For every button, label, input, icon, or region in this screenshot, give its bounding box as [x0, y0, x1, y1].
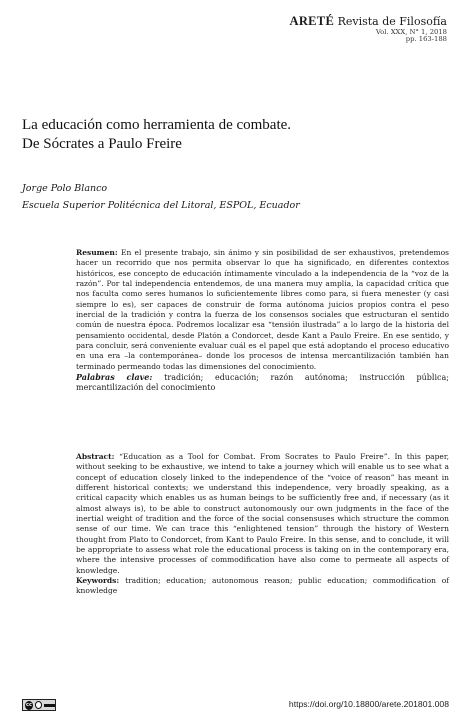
article-title: [22, 116, 422, 154]
abstract-es-body: Resumen: En el presente trabajo, sin ánimo y sin posibilidad de ser exhaustivos, pretendemos hacer un recorrido que nos permita observar lo que ha significado, en diferentes contextos históricos, ese concepto de educación íntimamente vinculado a la independencia de la “voz de la razón”. Por tal independencia entendemos, de una manera muy amplia, la capacidad crítica que nos faculta como seres humanos lo suficientemente libres como para, si fuera menester (y casi siempre lo es), ser capaces de construir de forma autónoma juicios propios contra el peso inercial de la tradición y contra la fuerza de los consensos sociales que estructuran el sentido común de nuestra época. Podremos localizar esa “tensión ilustrada” a lo largo de la historia del pensamiento occidental, desde Platón a Condorcet, desde Kant a Paulo Freire. En ese sentido, y para concluir, será conveniente evaluar cuál es el papel que está adoptando el proceso educativo en una era –la contemporánea– donde los procesos de intensa mercantilización también han terminado permeando todas las dimensiones del conocimiento.: [76, 248, 449, 371]
doi-link[interactable]: https://doi.org/10.18800/arete.201801.008: [288, 699, 449, 709]
abstract-english: [76, 452, 449, 597]
title-line-1: La educación como herramienta de combate.: [22, 117, 292, 133]
author-block: [22, 180, 442, 214]
author-affiliation: Escuela Superior Politécnica del Litoral, ESPOL, Ecuador: [22, 200, 300, 211]
cc-logo: cc: [26, 701, 32, 708]
creative-commons-by-icon[interactable]: [22, 699, 56, 711]
keywords-es: Palabras clave: tradición; educación; razón autónoma; instrucción pública; mercantilización del conocimiento: [76, 372, 449, 393]
keywords-en: Keywords: tradition; education; autonomous reason; public education; commodification of knowledge: [76, 576, 449, 596]
author-name: Jorge Polo Blanco: [22, 183, 108, 194]
journal-title: [290, 14, 447, 29]
keywords-en-text: tradition; education; autonomous reason; public education; commodification of knowledge: [76, 576, 449, 596]
abstract-es-text: En el presente trabajo, sin ánimo y sin posibilidad de ser exhaustivos, pretendemos hacer un recorrido que nos permita observar lo que ha significado, en diferentes contextos históricos, ese concepto de educación íntimamente vinculado a la independencia de la “voz de la razón”. Por tal independencia entendemos, de una manera muy amplia, la capacidad crítica que nos faculta como seres humanos lo suficientemente libres como para, si fuera menester (y casi siempre lo es), ser capaces de construir de forma autónoma juicios propios contra el peso inercial de la tradición y contra la fuerza de los consensos sociales que estructuran el sentido común de nuestra época. Podremos localizar esa “tensión ilustrada” a lo largo de la historia del pensamiento occidental, desde Platón a Condorcet, desde Kant a Paulo Freire. En ese sentido, y para concluir, será conveniente evaluar cuál es el papel que está adoptando el proceso educativo en una era –la contemporánea– donde los procesos de intensa mercantilización también han terminado permeando todas las dimensiones del conocimiento.: [76, 248, 449, 371]
journal-header: [290, 14, 447, 44]
keywords-es-label: Palabras clave: [76, 372, 150, 383]
page-range: pp. 163-188: [405, 35, 447, 44]
abstract-es-label: Resumen: [76, 248, 115, 257]
abstract-en-label: Abstract: [76, 452, 112, 461]
keywords-es-text: tradición; educación; razón autónoma; instrucción pública; mercantilización del conocimiento: [76, 373, 449, 393]
journal-subtitle: Revista de Filosofía: [337, 15, 447, 28]
title-line-2: De Sócrates a Paulo Freire: [22, 136, 182, 152]
abstract-en-text: “Education as a Tool for Combat. From Socrates to Paulo Freire”. In this paper, without seeking to be exhaustive, we intend to take a journey which will enable us to see what a concept of education closely linked to the independence of the “voice of reason” has meant in different historical contexts; we understand this independence, very broadly speaking, as a critical capacity which enables us as human beings to be sufficiently free and, if necessary (as it almost always is), to be able to construct autonomously our own judgments in the face of the inertial weight of tradition and the force of the social consensuses which structure the common sense of our time. We can trace this “enlightened tension” through the history of Western thought from Plato to Condorcet, from Kant to Paulo Freire. In this sense, and to conclude, it will be appropriate to assess what role the educational process is taking on in the contemporary era, where the intensive processes of commodification have also come to permeate all aspects of knowledge.: [76, 452, 449, 575]
license-bar: [44, 704, 55, 707]
abstract-en-body: Abstract: “Education as a Tool for Combat. From Socrates to Paulo Freire”. In this paper, without seeking to be exhaustive, we intend to take a journey which will enable us to see what a concept of education closely linked to the independence of the “voice of reason” has meant in different historical contexts; we understand this independence, very broadly speaking, as a critical capacity which enables us as human beings to be sufficiently free and, if necessary (as it almost always is), to be able to construct autonomously our own judgments in the face of the inertial weight of tradition and the force of the social consensuses which structure the common sense of our time. We can trace this “enlightened tension” through the history of Western thought from Plato to Condorcet, from Kant to Paulo Freire. In this sense, and to conclude, it will be appropriate to assess what role the educational process is taking on in the contemporary era, where the intensive processes of commodification have also come to permeate all aspects of knowledge.: [76, 452, 449, 575]
volume-info: Vol. XXX, N° 1, 2018: [375, 27, 447, 36]
keywords-en-label: Keywords: [76, 576, 117, 586]
abstract-spanish: [76, 248, 449, 394]
by-person-icon: [35, 701, 42, 709]
journal-name: ARETÉ: [289, 14, 335, 28]
